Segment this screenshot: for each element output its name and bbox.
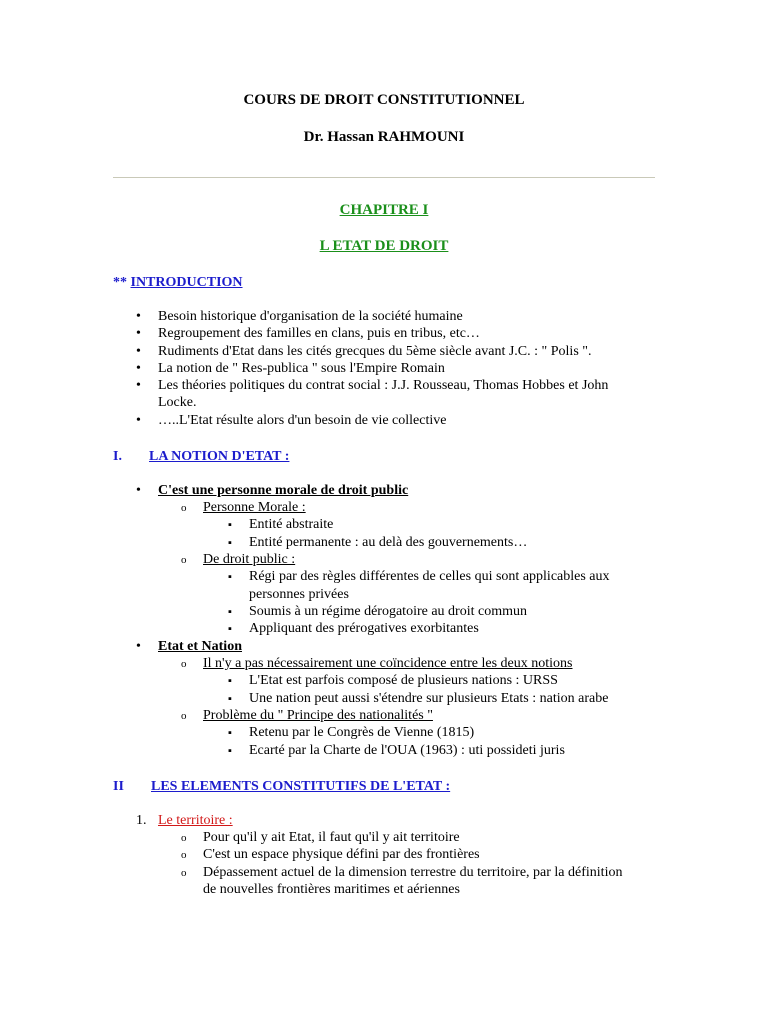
sub-point-continuation: de nouvelles frontières maritimes et aériennes [203,882,460,897]
sub-point: Il n'y a pas nécessairement une coïncidence entre les deux notions [203,656,573,671]
intro-item: Les théories politiques du contrat social : J.J. Rousseau, Thomas Hobbes et John [158,378,609,393]
bullet-square-icon [228,568,232,586]
bullet-square-icon [228,724,232,742]
list-number: 1. [136,813,147,828]
sub-sub-point: Soumis à un régime dérogatoire au droit commun [249,604,527,619]
bullet-disc-icon [136,377,141,394]
intro-prefix: ** [113,275,127,290]
sub-sub-point: Entité abstraite [249,517,334,532]
author-name: Dr. Hassan RAHMOUNI [303,129,465,145]
intro-item: Regroupement des familles en clans, puis en tribus, etc… [158,326,480,341]
bullet-disc-icon [136,343,141,360]
bullet-disc-icon [136,308,141,325]
intro-heading-row [113,274,243,291]
sub-sub-point: Appliquant des prérogatives exorbitantes [249,621,479,636]
list-item-label: Le territoire : [158,813,233,828]
sub-sub-point: Ecarté par la Charte de l'OUA (1963) : uti possideti juris [249,743,565,758]
sub-point: Dépassement actuel de la dimension terrestre du territoire, par la définition [203,865,623,880]
sub-point: C'est un espace physique défini par des frontières [203,847,480,862]
chapter-title: L ETAT DE DROIT [319,238,449,254]
bullet-square-icon [228,534,232,552]
horizontal-divider [113,177,655,178]
sub-point: Personne Morale : [203,500,306,515]
sub-sub-point: Entité permanente : au delà des gouvernements… [249,535,528,550]
section-point: C'est une personne morale de droit public [158,483,409,498]
sub-sub-point: Une nation peut aussi s'étendre sur plusieurs Etats : nation arabe [249,691,609,706]
course-title: COURS DE DROIT CONSTITUTIONNEL [243,92,525,108]
sub-point: Problème du " Principe des nationalités " [203,708,433,723]
section-number: II [113,779,124,794]
intro-item: Besoin historique d'organisation de la société humaine [158,309,463,324]
bullet-circle-icon [181,551,187,569]
section-heading: LES ELEMENTS CONSTITUTIFS DE L'ETAT : [151,779,451,794]
bullet-square-icon [228,672,232,690]
bullet-square-icon [228,690,232,708]
chapter-label: CHAPITRE I [339,202,429,218]
intro-item-continuation: Locke. [158,395,197,410]
bullet-circle-icon [181,864,187,882]
bullet-disc-icon [136,325,141,342]
sub-point: De droit public : [203,552,296,567]
intro-item: …..L'Etat résulte alors d'un besoin de vie collective [158,413,447,428]
bullet-disc-icon [136,482,141,499]
section-point: Etat et Nation [158,639,242,654]
sub-point: Pour qu'il y ait Etat, il faut qu'il y ait territoire [203,830,460,845]
bullet-square-icon [228,620,232,638]
sub-sub-point-continuation: personnes privées [249,587,349,602]
bullet-disc-icon [136,638,141,655]
bullet-square-icon [228,742,232,760]
bullet-circle-icon [181,655,187,673]
intro-item: La notion de " Res-publica " sous l'Empire Romain [158,361,445,376]
bullet-square-icon [228,603,232,621]
sub-sub-point: L'Etat est parfois composé de plusieurs nations : URSS [249,673,558,688]
bullet-circle-icon [181,829,187,847]
bullet-disc-icon [136,412,141,429]
section-number: I. [113,449,122,464]
bullet-circle-icon [181,846,187,864]
bullet-circle-icon [181,499,187,517]
section-heading: LA NOTION D'ETAT : [149,449,290,464]
bullet-square-icon [228,516,232,534]
intro-heading: INTRODUCTION [130,275,243,290]
sub-sub-point: Régi par des règles différentes de celles qui sont applicables aux [249,569,610,584]
intro-item: Rudiments d'Etat dans les cités grecques du 5ème siècle avant J.C. : " Polis ". [158,344,592,359]
sub-sub-point: Retenu par le Congrès de Vienne (1815) [249,725,475,740]
bullet-disc-icon [136,360,141,377]
bullet-circle-icon [181,707,187,725]
